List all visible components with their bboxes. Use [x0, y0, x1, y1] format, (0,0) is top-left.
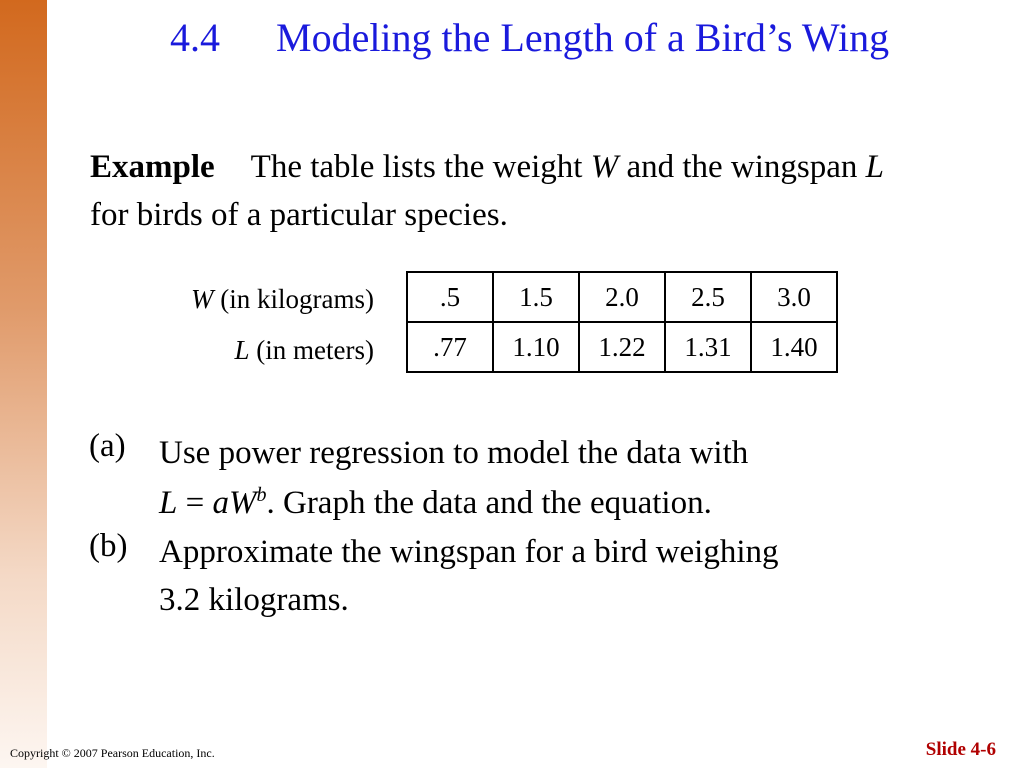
intro-text-3: for birds of a particular species.	[90, 197, 508, 233]
part-b-tag: (b)	[89, 528, 128, 564]
equation-a: a	[212, 485, 229, 521]
table-cell: 3.0	[751, 272, 837, 322]
table-row	[407, 272, 837, 322]
part-b-line-2: 3.2 kilograms.	[159, 582, 349, 618]
equation-equals: =	[177, 485, 213, 521]
example-intro	[90, 143, 890, 239]
table-cell: 2.5	[665, 272, 751, 322]
equation-l: L	[159, 485, 178, 521]
row-label-var: L	[234, 335, 250, 365]
section-number: 4.4	[170, 15, 220, 60]
part-b-line-1: Approximate the wingspan for a bird weighing	[159, 534, 779, 570]
decorative-side-bar	[0, 0, 47, 768]
part-a-line-2	[159, 478, 929, 528]
equation-w: W	[228, 485, 257, 521]
table-cell: .5	[407, 272, 493, 322]
equation-exponent-b: b	[256, 484, 267, 506]
copyright-notice: Copyright © 2007 Pearson Education, Inc.	[10, 746, 215, 760]
table-cell: 2.0	[579, 272, 665, 322]
question-parts	[89, 428, 929, 624]
table-cell: 1.22	[579, 322, 665, 372]
row-label-weight	[100, 275, 374, 326]
table-cell: 1.10	[493, 322, 579, 372]
table-cell: 1.5	[493, 272, 579, 322]
table-cell: .77	[407, 322, 493, 372]
intro-text-2: and the wingspan	[618, 149, 866, 185]
part-a	[89, 428, 929, 528]
table-row	[407, 322, 837, 372]
row-label-length	[100, 326, 374, 377]
row-label-text: (in meters)	[249, 335, 374, 365]
table-cell: 1.40	[751, 322, 837, 372]
part-a-line-2-rest: . Graph the data and the equation.	[266, 485, 712, 521]
row-label-text: (in kilograms)	[213, 284, 374, 314]
table-row-labels	[100, 275, 374, 377]
weight-wingspan-table	[406, 271, 838, 373]
row-label-var: W	[191, 284, 214, 314]
title-text: Modeling the Length of a Bird’s Wing	[276, 15, 890, 60]
slide-title	[170, 14, 889, 61]
slide-number: Slide 4-6	[925, 739, 996, 760]
table-cell: 1.31	[665, 322, 751, 372]
part-a-tag: (a)	[89, 428, 126, 464]
part-b	[89, 528, 929, 624]
part-a-line-1: Use power regression to model the data with	[159, 435, 749, 471]
example-label: Example	[90, 149, 215, 185]
intro-var-l: L	[865, 149, 884, 185]
intro-var-w: W	[590, 149, 619, 185]
intro-text-1: The table lists the weight	[250, 149, 591, 185]
